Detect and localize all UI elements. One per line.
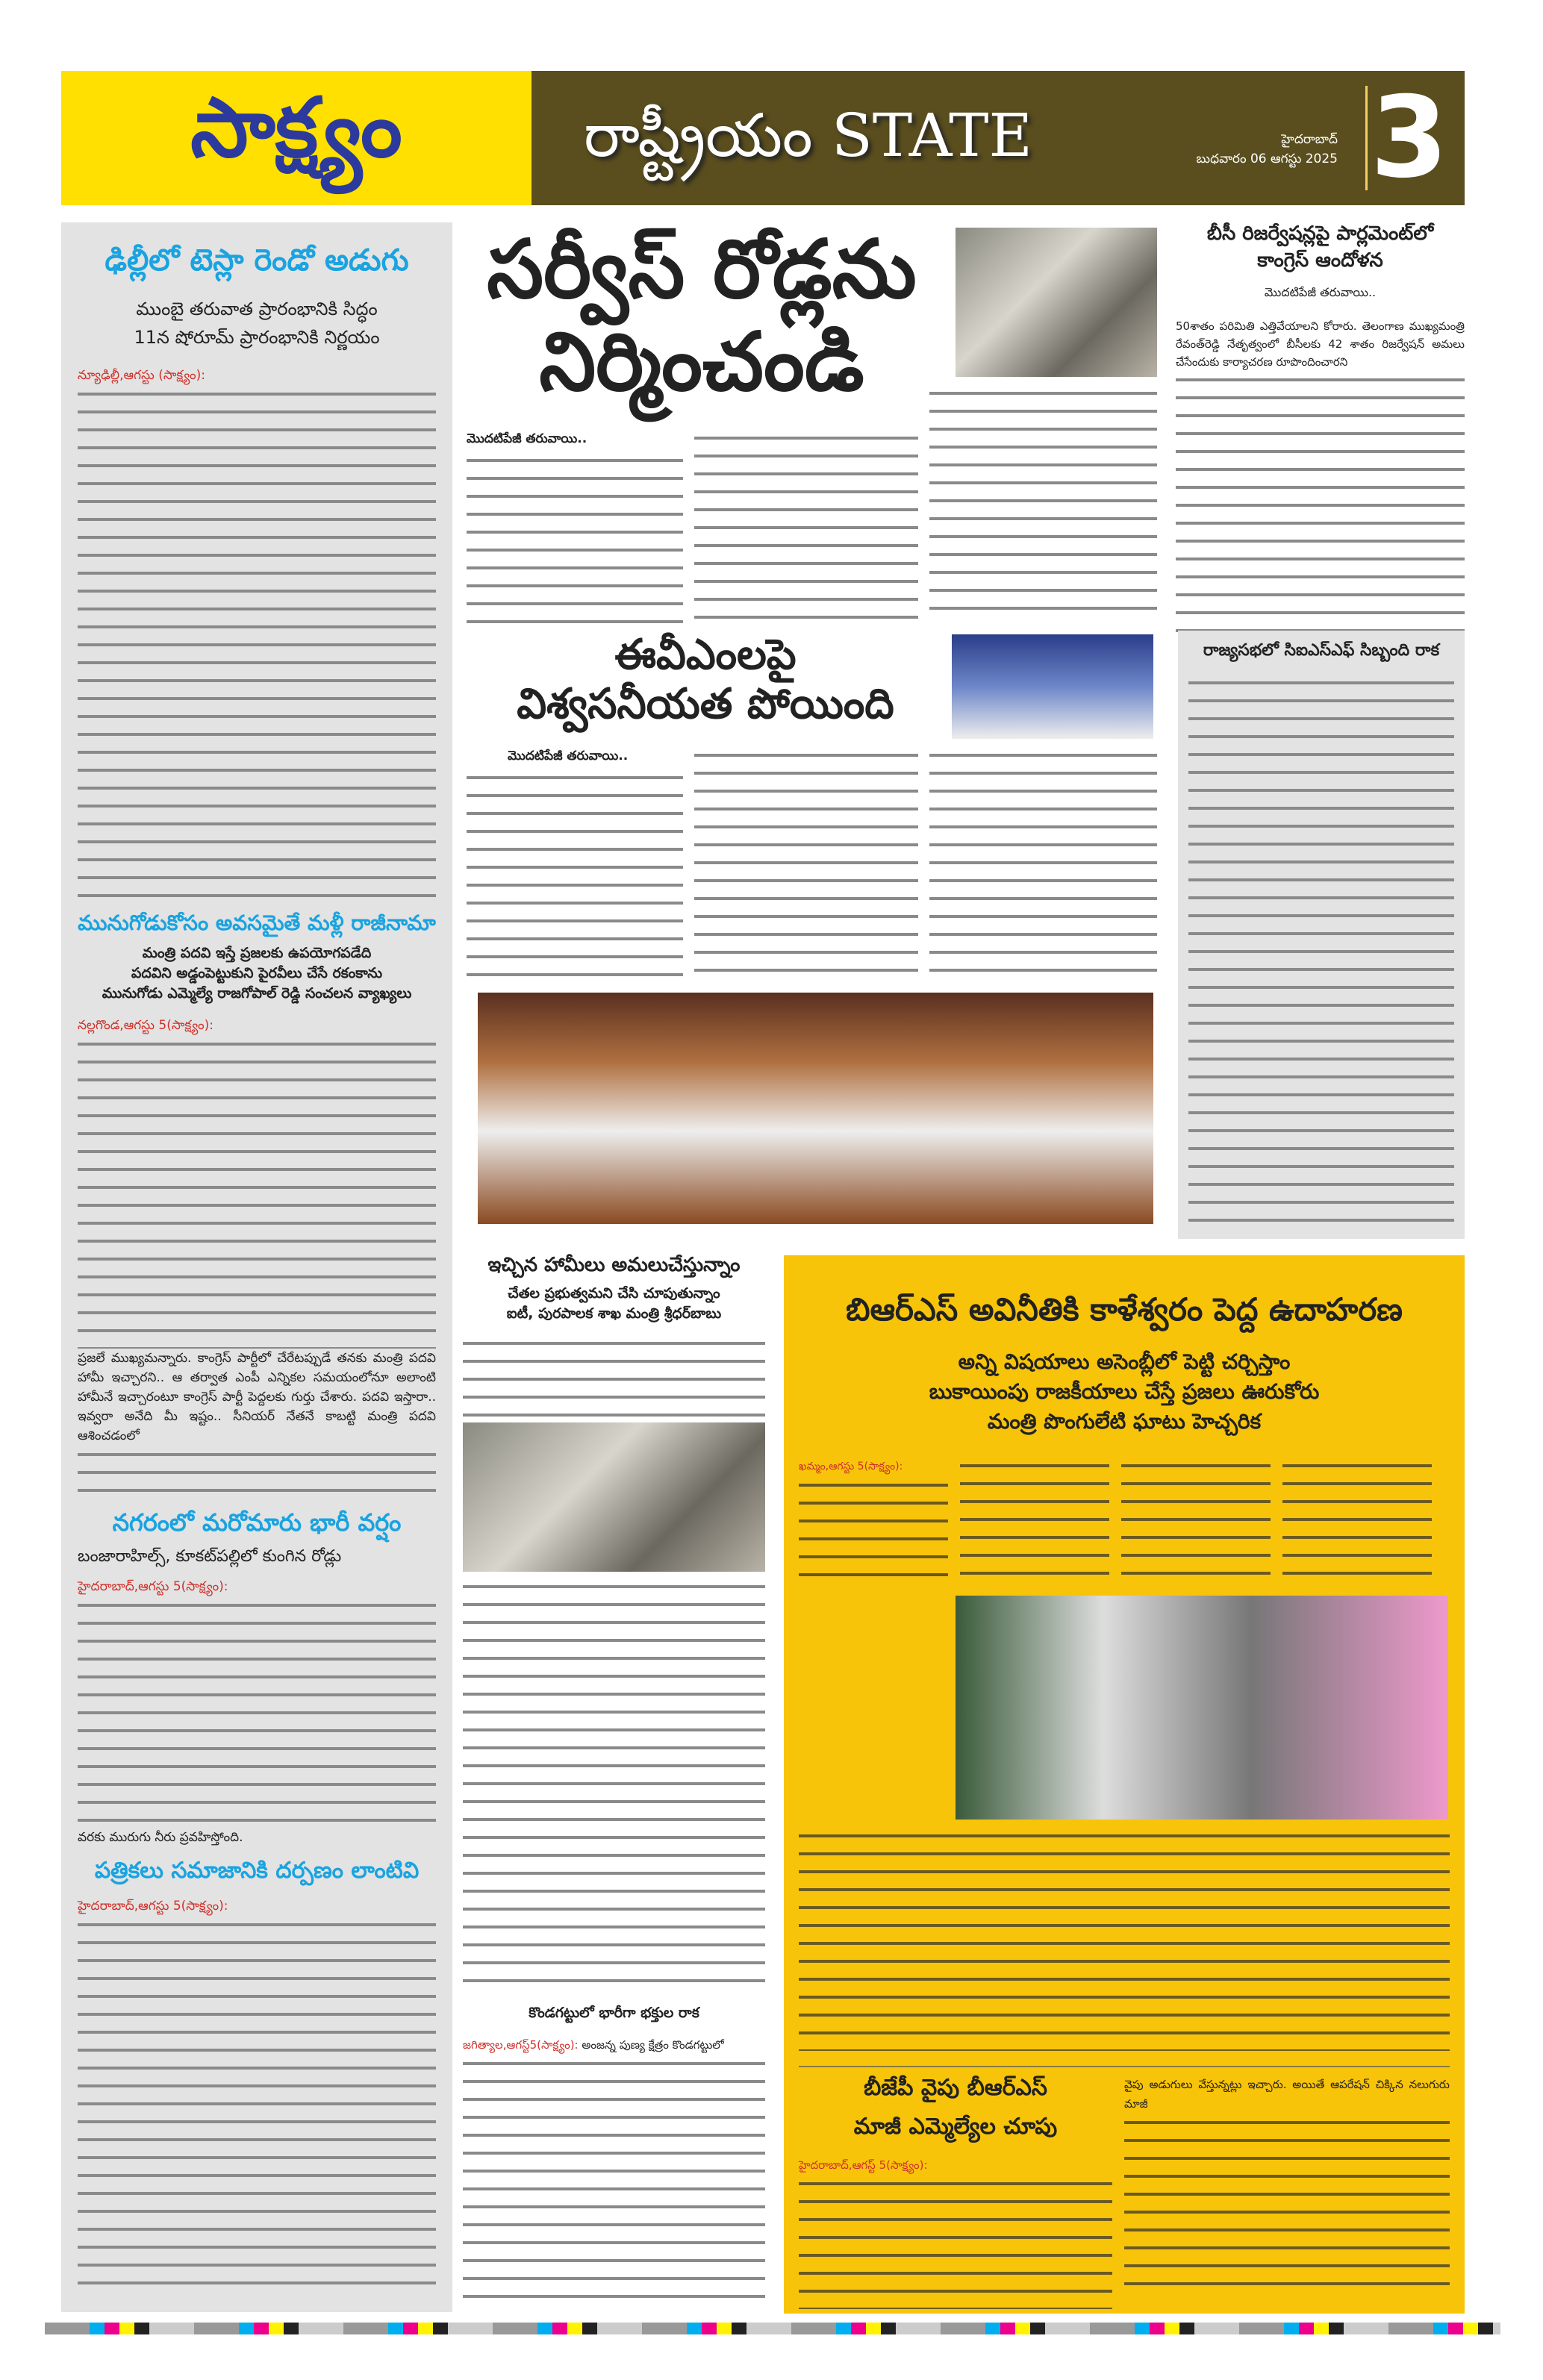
dateline: జగిత్యాల,ఆగస్ట్5(సాక్ష్యం): (463, 2038, 579, 2052)
promises-headline: ఇచ్చిన హామీలు అమలుచేస్తున్నాం (487, 1254, 741, 1276)
left-column (61, 222, 452, 2312)
bjp-body-col1 (799, 2175, 1112, 2309)
bc-body (1176, 371, 1465, 640)
logo (61, 71, 532, 205)
tesla-body (78, 385, 436, 900)
press-headline: పత్రికలు సమాజానికి దర్పణం లాంటివి (94, 1858, 420, 1884)
feature-headline: బిఆర్ఎస్ అవినీతికి కాళేశ్వరం పెద్ద ఉదాహరణ (846, 1291, 1403, 1328)
promises-sub2: ఐటీ, పురపాలక శాఖ మంత్రి శ్రీధర్‌బాబు (506, 1305, 722, 1322)
bc-story (1176, 222, 1465, 640)
rajyasabha-body (1188, 674, 1454, 1226)
promises-body (463, 1334, 765, 1417)
bjp-body-col2 (1124, 2114, 1450, 2300)
munugode-sub1: మంత్రి పదవి ఇస్తే ప్రజలకు ఉపయోగపడేది (142, 945, 372, 961)
tesla-sub2: 11న షోరూమ్ ప్రారంభానికి నిర్ణయం (134, 327, 380, 348)
edition-city: హైదరాబాద్ (1281, 132, 1338, 147)
rain-headline: నగరంలో మరోమారు భారీ వర్షం (112, 1508, 402, 1537)
dateline: ఖమ్మం,ఆగస్టు 5(సాక్ష్యం): (799, 1461, 903, 1472)
bjp-headline-line1: బీజేపీ వైపు బీఆర్ఎస్ (864, 2075, 1047, 2101)
logo-text: సాక్ష్యం (190, 80, 402, 175)
bc-excerpt: 50శాతం పరిమితి ఎత్తివేయాలని కోరారు. తెలంగాణ ముఖ్యమంత్రి రేవంత్‌రెడ్డి నేతృత్వంలో బీసీలకు 42 శాతం రిజర్వేషన్ అమలు చేసేందుకు కార్యాచరణ రూపొందించారని (1176, 319, 1465, 369)
evm-body-col2 (694, 746, 918, 985)
print-registration-bar (45, 2323, 1500, 2334)
evm-byline: మొదటిపేజీ తరువాయి.. (508, 749, 629, 763)
munugode-sub3: మునుగోడు ఎమ్మెల్యే రాజగోపాల్ రెడ్డి సంచలన వ్యాఖ్యలు (102, 985, 412, 1002)
edition-date: బుధవారం 06 ఆగస్టు 2025 (1196, 152, 1338, 166)
lead-body-col1 (467, 452, 683, 623)
dateline: హైదరాబాద్,ఆగస్ట్ 5(సాక్ష్యం): (799, 2158, 928, 2172)
munugode-body-tail (78, 1446, 436, 1499)
feature-body-col4 (1282, 1457, 1432, 1587)
evm-meeting-photo (478, 993, 1153, 1224)
bjp-headline-line2: మాజీ ఎమ్మెల్యేల చూపు (853, 2114, 1058, 2140)
evm-body-col3 (929, 746, 1157, 985)
feature-sub3: మంత్రి పొంగులేటి ఘాటు హెచ్చరిక (987, 1409, 1262, 1434)
evm-headline-line1: ఈవీఎంలపై (614, 631, 797, 679)
rajyasabha-story (1178, 631, 1465, 1239)
rajyasabha-headline: రాజ్యసభలో సిఐఎస్‌ఎఫ్ సిబ్బంది రాక (1203, 641, 1440, 660)
section-title: రాష్ట్రీయం STATE (584, 101, 1032, 170)
feature-body-col3 (1121, 1457, 1271, 1587)
munugode-body (78, 1035, 436, 1349)
promises-story (463, 1254, 765, 2308)
lead-byline: మొదటిపేజీ తరువాయి.. (467, 431, 587, 446)
bjp-excerpt: వైపు అడుగులు వేస్తున్నట్లు ఇచ్చారు. అయితే ఆపరేషన్ చిక్కిన నలుగురు మాజీ (1124, 2078, 1450, 2111)
feature-body-col1 (799, 1476, 948, 1588)
kondagattu-body (463, 2055, 765, 2308)
dateline: న్యూఢిల్లీ,ఆగస్టు (సాక్ష్యం): (78, 368, 206, 383)
evm-headline (470, 631, 941, 729)
bc-headline-line2: కాంగ్రెస్ ఆందోళన (1257, 249, 1383, 272)
rain-body (78, 1596, 436, 1828)
promises-photo (463, 1422, 765, 1572)
bc-headline-line1: బీసీ రిజర్వేషన్లపై పార్లమెంట్‌లో (1206, 222, 1434, 245)
feature-photo (956, 1596, 1448, 1820)
dateline: నల్లగొండ,ఆగస్టు 5(సాక్ష్యం): (78, 1018, 214, 1033)
lead-headline-line1: సర్వీస్ రోడ్లను (487, 223, 917, 316)
promises-sub1: చేతల ప్రభుత్వమని చేసి చూపుతున్నాం (508, 1285, 720, 1302)
tesla-sub1: ముంబై తరువాత ప్రారంభానికి సిద్ధం (136, 299, 378, 319)
lead-body-col2 (694, 429, 918, 623)
press-body (78, 1916, 436, 2289)
feature-body-col2 (960, 1457, 1109, 1587)
kondagattu-excerpt: అంజన్న పుణ్య క్షేత్రం కొండగట్టులో (582, 2038, 724, 2052)
kondagattu-headline: కొండగట్టులో భారీగా భక్తుల రాక (529, 2005, 699, 2021)
munugode-headline: మునుగోడుకోసం అవసమైతే మళ్లీ రాజీనామా (78, 911, 436, 935)
lead-photo (956, 228, 1157, 377)
evm-body-col1 (467, 769, 683, 985)
munugode-excerpt: ప్రజలే ముఖ్యమన్నారు. కాంగ్రెస్ పార్టీలో చేరేటప్పుడే తనకు మంత్రి పదవి హామీ ఇచ్చారని.. ఆ తర్వాత ఎంపీ ఎన్నికల సమయంలోనూ అలాంటి హామీనే ఇచ్చారంటూ కాంగ్రెస్ పార్టీ పెద్దలకు గుర్తు చేశారు. పదవి ఇస్తారా.. ఇవ్వరా అనేది మీ ఇష్టం.. సీనియర్ నేతనే కాబట్టి మంత్రి పదవి ఆశించడంలో (78, 1351, 436, 1443)
lead-body-col3 (929, 384, 1157, 623)
tesla-headline: ఢిల్లీలో టెస్లా రెండో అడుగు (105, 243, 409, 278)
lead-headline (463, 224, 941, 409)
dateline: హైదరాబాద్,ఆగస్టు 5(సాక్ష్యం): (78, 1579, 228, 1594)
feature-sub2: బుకాయింపు రాజకీయాలు చేస్తే ప్రజలు ఊరుకోరు (929, 1379, 1320, 1404)
dateline: హైదరాబాద్,ఆగస్టు 5(సాక్ష్యం): (78, 1899, 228, 1914)
bc-byline: మొదటిపేజీ తరువాయి.. (1264, 285, 1377, 299)
promises-body-2 (463, 1578, 765, 1996)
feature-sub1: అన్ని విషయాలు అసెంబ్లీలో పెట్టి చర్చిస్తాం (958, 1349, 1291, 1374)
page-number: 3 (1370, 73, 1448, 203)
masthead (61, 71, 1465, 205)
rain-tail: వరకు మురుగు నీరు ప్రవహిస్తోంది. (78, 1830, 243, 1845)
munugode-sub2: పదవిని అడ్డంపెట్టుకుని పైరవీలు చేసే రకంకాను (131, 965, 383, 981)
lead-headline-line2: నిర్మించండి (539, 316, 864, 409)
feature-body-lower (799, 1827, 1450, 2051)
evm-machine-photo (952, 634, 1153, 739)
evm-headline-line2: విశ్వసనీయత పోయింది (517, 680, 894, 728)
rain-sub: బంజారాహిల్స్, కూకట్‌పల్లిలో కుంగిన రోడ్లు (78, 1547, 342, 1566)
feature-box (784, 1255, 1465, 2314)
divider (1365, 86, 1368, 190)
